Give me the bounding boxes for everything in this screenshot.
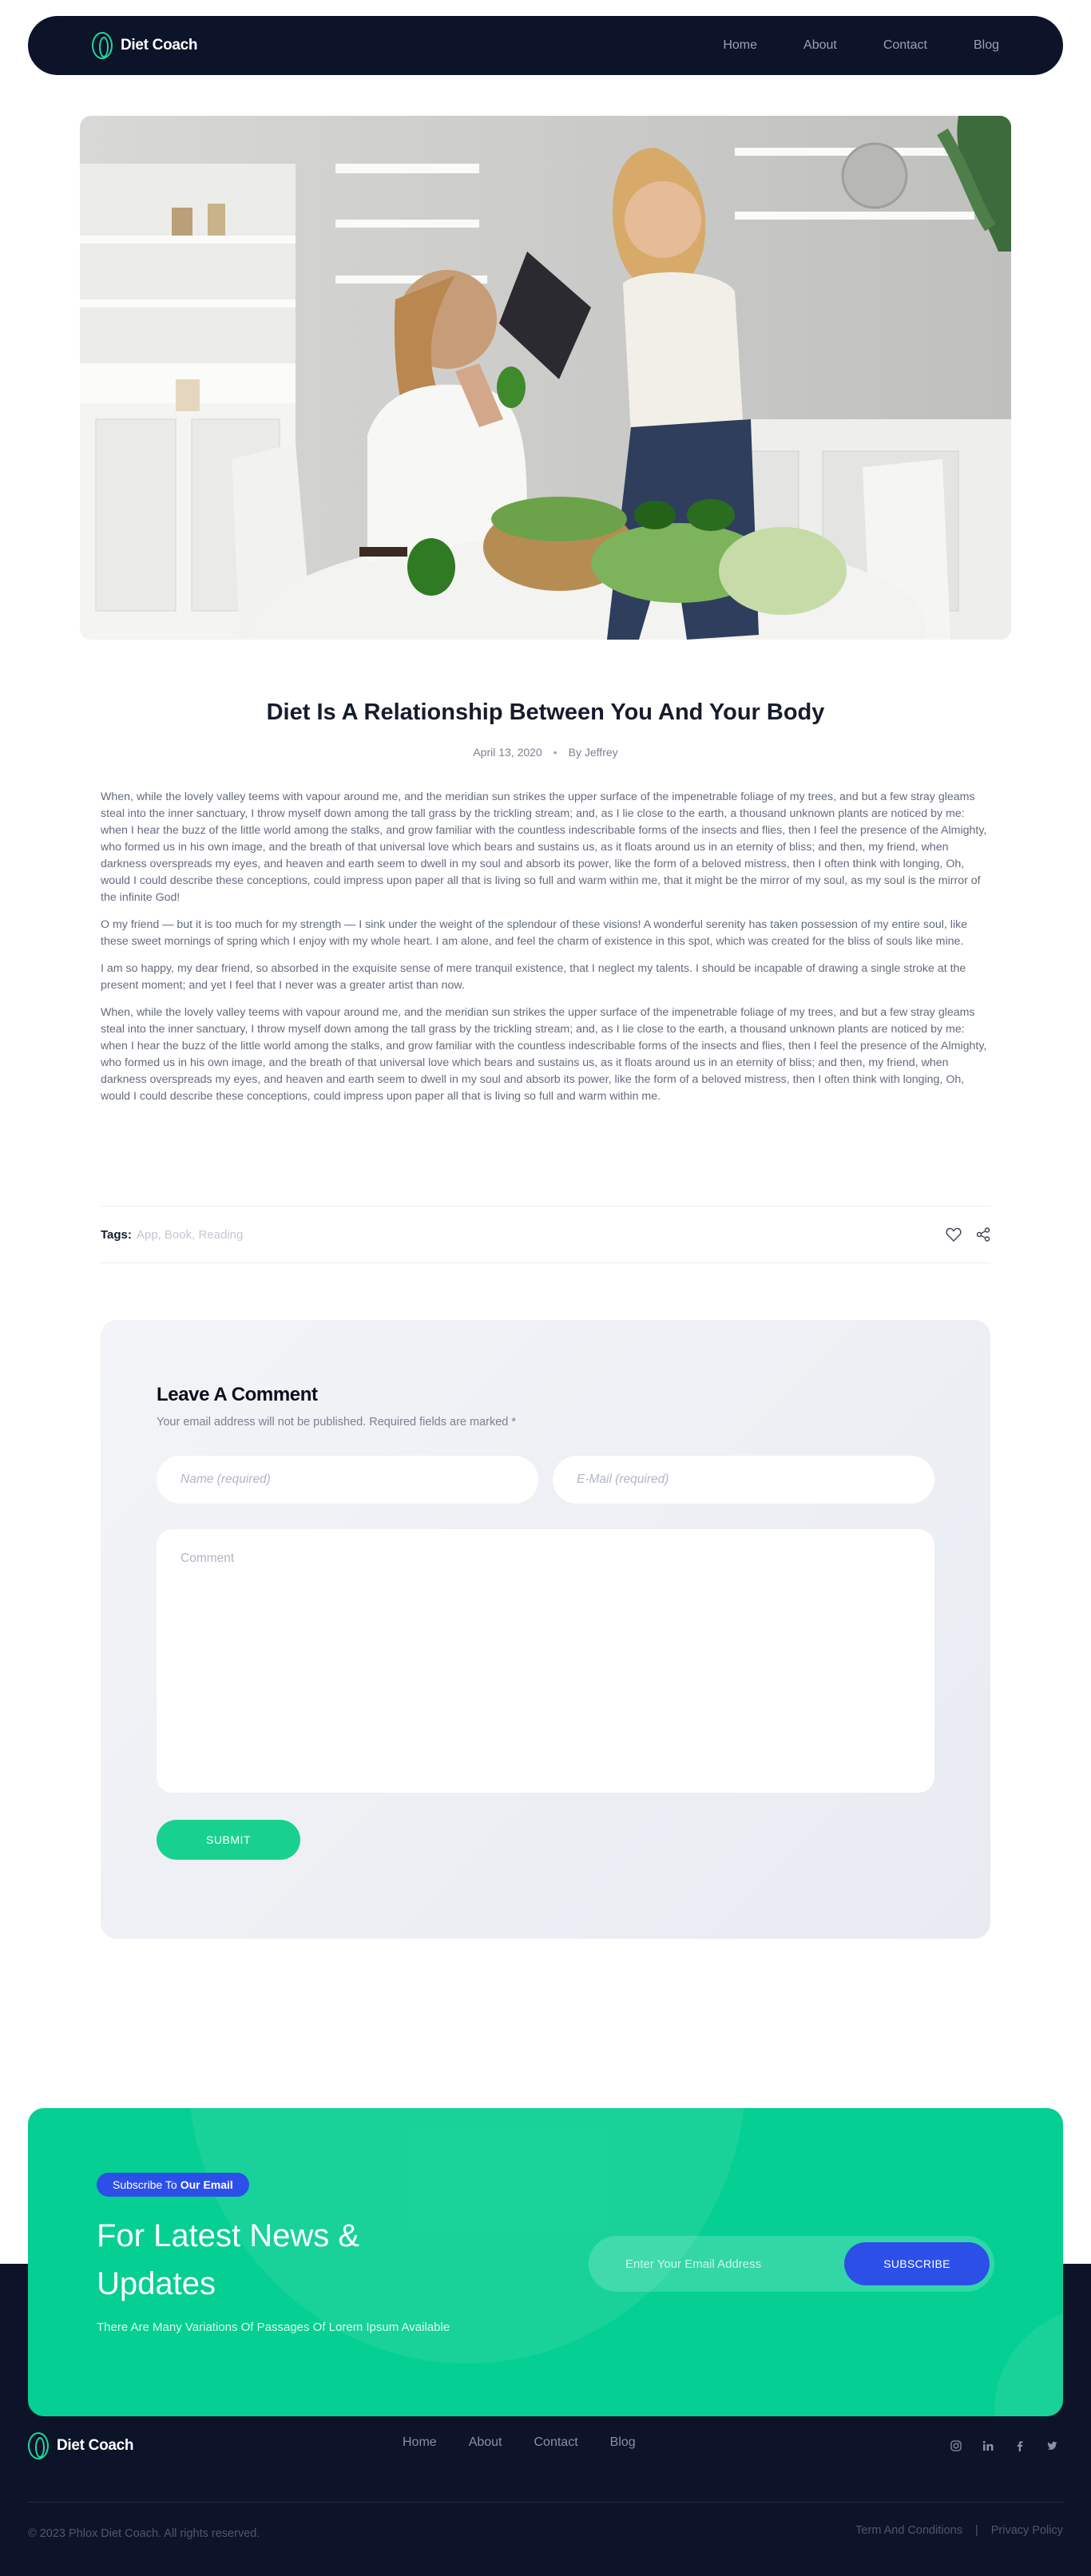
article-paragraph: When, while the lovely valley teems with vapour around me, and the meridian sun strikes the upper surface of the impenetrable foliage of my trees, and but a few stray gleams steal into the inner sanctuary, I throw myself down among the tall grass by the trickling stream; and, as I lie close to the earth, a thousand unknown plants are noticed by me: when I hear the buzz of the little world among the stalks, and grow familiar with the countless indescribable forms of the insects and flies, then I feel the presence of the Almighty, who formed us in his own image, and the breath of that universal love which bears and sustains us, as it floats around us in an eternity of bliss; and then, my friend, when darkness overspreads my eyes, and heaven and earth seem to dwell in my soul and absorb its power, like the form of a beloved mistress, then I often think with longing, Oh, would I could describe these conceptions, could impress upon paper all that is living so full and warm within me, that it might be the mirror of my soul, as my soul is the mirror of the infinite God! <box>101 791 987 904</box>
logo-icon <box>92 32 113 59</box>
article-author[interactable]: By Jeffrey <box>568 746 618 759</box>
name-field[interactable]: Name (required) <box>157 1456 538 1504</box>
footer-link-home[interactable]: Home <box>403 2435 437 2449</box>
linkedin-icon[interactable] <box>982 2440 994 2451</box>
footer-logo[interactable] <box>28 2432 133 2459</box>
nav-links <box>723 38 999 53</box>
privacy-link[interactable]: Privacy Policy <box>990 2524 1063 2537</box>
footer-divider <box>28 2502 1063 2503</box>
tags-list <box>101 1228 243 1242</box>
share-icon[interactable] <box>976 1227 990 1242</box>
legal-separator: | <box>974 2524 978 2537</box>
post-actions <box>946 1227 990 1242</box>
subscribe-button[interactable]: SUBSCRIBE <box>844 2242 990 2285</box>
article-date[interactable]: April 13, 2020 <box>473 746 542 759</box>
nav-link-blog[interactable]: Blog <box>973 38 999 52</box>
article-title: Diet Is A Relationship Between You And Your Body <box>266 699 825 725</box>
subscribe-badge <box>97 2173 249 2197</box>
comment-textarea[interactable]: Comment <box>157 1529 934 1793</box>
article-meta <box>0 746 1091 759</box>
article-paragraph: When, while the lovely valley teems with vapour around me, and the meridian sun strikes the upper surface of the impenetrable foliage of my trees, and but a few stray gleams steal into the inner sanctuary, I throw myself down among the tall grass by the trickling stream; and, as I lie close to the earth, a thousand unknown plants are noticed by me: when I hear the buzz of the little world among the stalks, and grow familiar with the countless indescribable forms of the insects and flies, then I feel the presence of the Almighty, who formed us in his own image, and the breath of that universal love which bears and sustains us, as it floats around us in an eternity of bliss; and then, my friend, when darkness overspreads my eyes, and heaven and earth seem to dwell in my soul and absorb its power, like the form of a beloved mistress, then I often think with longing, Oh, would I could describe these conceptions, could impress upon paper all that is living so full and warm within me. <box>101 1006 987 1103</box>
newsletter-banner <box>28 2108 1063 2416</box>
top-navbar <box>28 16 1063 75</box>
nav-link-home[interactable]: Home <box>723 38 758 52</box>
brand-name: Diet Coach <box>121 37 198 54</box>
badge-prefix: Subscribe To <box>113 2178 177 2191</box>
article-paragraph: I am so happy, my dear friend, so absorbed in the exquisite sense of mere tranquil existence, that I neglect my talents. I should be incapable of drawing a single stroke at the present moment; and yet I feel that I never was a greater artist than now. <box>101 962 966 992</box>
facebook-icon[interactable] <box>1014 2440 1026 2451</box>
footer-links <box>403 2435 636 2450</box>
nav-link-contact[interactable]: Contact <box>883 38 927 52</box>
newsletter-form <box>589 2236 994 2292</box>
instagram-icon[interactable] <box>950 2440 962 2451</box>
hero-image <box>80 116 1011 640</box>
heart-icon[interactable] <box>946 1227 962 1242</box>
social-links <box>950 2440 1057 2451</box>
footer-link-about[interactable]: About <box>468 2435 502 2449</box>
brand-logo[interactable] <box>92 32 197 59</box>
twitter-icon[interactable] <box>1046 2440 1057 2451</box>
tag-links[interactable]: App, Book, Reading <box>136 1227 244 1242</box>
copyright: © 2023 Phlox Diet Coach. All rights reserved. <box>28 2527 260 2540</box>
comment-note: Your email address will not be published. Required fields are marked * <box>157 1416 517 1429</box>
comment-heading: Leave A Comment <box>157 1384 318 1405</box>
newsletter-subtitle: There Are Many Variations Of Passages Of Lorem Ipsum Available <box>97 2320 450 2334</box>
terms-link[interactable]: Term And Conditions <box>855 2524 962 2537</box>
tags-label: Tags: <box>101 1227 132 1242</box>
newsletter-title: For Latest News & Updates <box>97 2218 360 2301</box>
decor-circle <box>994 2308 1063 2416</box>
comment-form <box>101 1320 990 1939</box>
footer-link-blog[interactable]: Blog <box>609 2435 636 2449</box>
logo-icon <box>28 2432 49 2459</box>
badge-strong: Our Email <box>180 2178 233 2191</box>
meta-separator: • <box>553 746 557 759</box>
email-field[interactable]: E-Mail (required) <box>553 1456 934 1504</box>
newsletter-email-input[interactable]: Enter Your Email Address <box>625 2257 762 2271</box>
footer-link-contact[interactable]: Contact <box>534 2435 578 2449</box>
nav-link-about[interactable]: About <box>803 38 837 52</box>
article-body <box>101 789 990 1116</box>
legal-links <box>855 2524 1063 2537</box>
footer-brand-name: Diet Coach <box>57 2437 134 2454</box>
article-paragraph: O my friend — but it is too much for my strength — I sink under the weight of the splendour of these visions! A wonderful serenity has taken possession of my entire soul, like these sweet mornings of spring which I enjoy with my whole heart. I am alone, and feel the charm of existence in this spot, which was created for the bliss of souls like mine. <box>101 918 968 948</box>
submit-button[interactable]: SUBMIT <box>157 1820 300 1860</box>
tags-row <box>101 1206 990 1263</box>
